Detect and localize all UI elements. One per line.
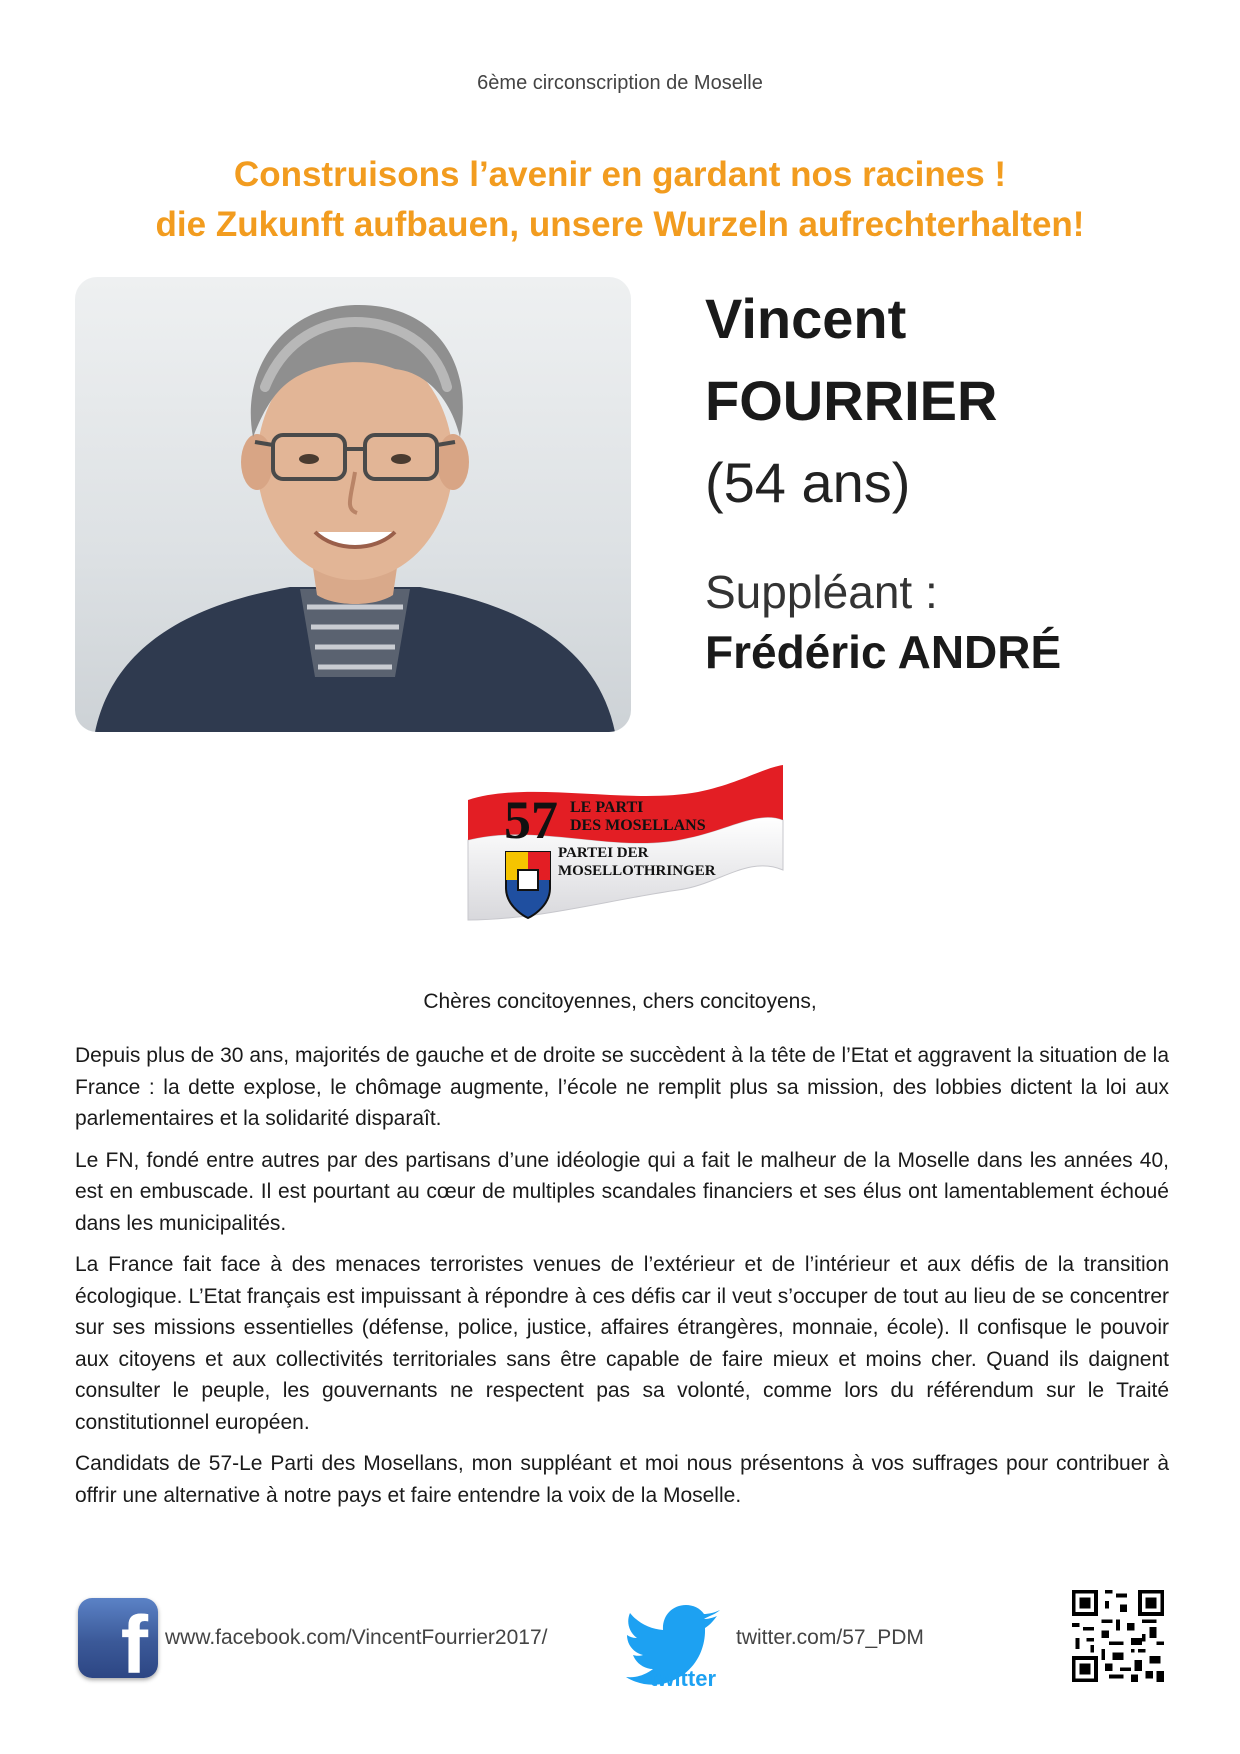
party-logo: [458, 760, 788, 935]
facebook-icon[interactable]: [78, 1598, 158, 1678]
letter-paragraph: La France fait face à des menaces terroristes venues de l’extérieur et de l’intérieur et aux défis de la transition écologique. L’Etat français est impuissant à répondre à ces défis car il veut s’occuper de tout au lieu de se concentrer sur ses missions essentielles (défense, police, justice, affaires étrangères, monnaie, école). Il confisque le pouvoir aux citoyens et aux collectivités territoriales sans être capable de faire mieux et moins cher. Quand ils daignent consulter le peuple, les gouvernants ne respectent pas sa volonté, comme lors du référendum sur le Traité constitutionnel européen.: [75, 1253, 1169, 1434]
candidate-block: [705, 278, 1225, 682]
logo-line1: LE PARTI: [570, 799, 644, 816]
letter-body: [75, 1040, 1169, 1521]
logo-line3: PARTEI DER: [558, 845, 649, 861]
letter-paragraph: Candidats de 57-Le Parti des Mosellans, mon suppléant et moi nous présentons à vos suffrages pour contribuer à offrir une alternative à notre pays et faire entendre la voix de la Moselle.: [75, 1452, 1169, 1507]
twitter-link[interactable]: twitter.com/57_PDM: [736, 1626, 924, 1649]
letter-greeting: Chères concitoyennes, chers concitoyens,: [423, 990, 817, 1013]
twitter-icon[interactable]: [624, 1598, 742, 1688]
candidate-photo: [75, 277, 631, 732]
logo-line2: DES MOSELLANS: [570, 817, 706, 834]
letter-paragraph: Le FN, fondé entre autres par des partisans d’une idéologie qui a fait le malheur de la Moselle dans les années 40, est en embuscade. Il est pourtant au cœur de multiples scandales financiers et ses élus ont lamentablement échoué dans les municipalités.: [75, 1148, 1169, 1235]
candidate-first-name: Vincent: [705, 287, 907, 350]
portrait-illustration: [75, 277, 631, 732]
logo-number: 57: [504, 790, 558, 850]
logo-line4: MOSELLOTHRINGER: [558, 863, 716, 879]
candidate-age: (54 ans): [705, 451, 911, 514]
slogan-french: Construisons l’avenir en gardant nos racines !: [233, 155, 1007, 194]
circonscription-label: 6ème circonscription de Moselle: [477, 72, 763, 94]
twitter-wordmark: twitter: [650, 1666, 716, 1688]
substitute-name: Frédéric ANDRÉ: [705, 626, 1062, 678]
slogan: [0, 150, 1240, 250]
letter-paragraph: Depuis plus de 30 ans, majorités de gauche et de droite se succèdent à la tête de l’Etat et aggravent la situation de la France : la dette explose, le chômage augmente, l’école ne remplit plus sa mission, des lobbies dictent la loi aux parlementaires et la solidarité disparaît.: [75, 1044, 1169, 1130]
substitute-label: Suppléant :: [705, 566, 938, 618]
facebook-link[interactable]: www.facebook.com/VincentFourrier2017/: [165, 1626, 548, 1649]
candidate-last-name: FOURRIER: [705, 369, 998, 432]
facebook-letter: f: [120, 1600, 148, 1678]
slogan-german: die Zukunft aufbauen, unsere Wurzeln aufrechterhalten!: [155, 205, 1085, 244]
qr-code-icon: [1072, 1590, 1164, 1682]
